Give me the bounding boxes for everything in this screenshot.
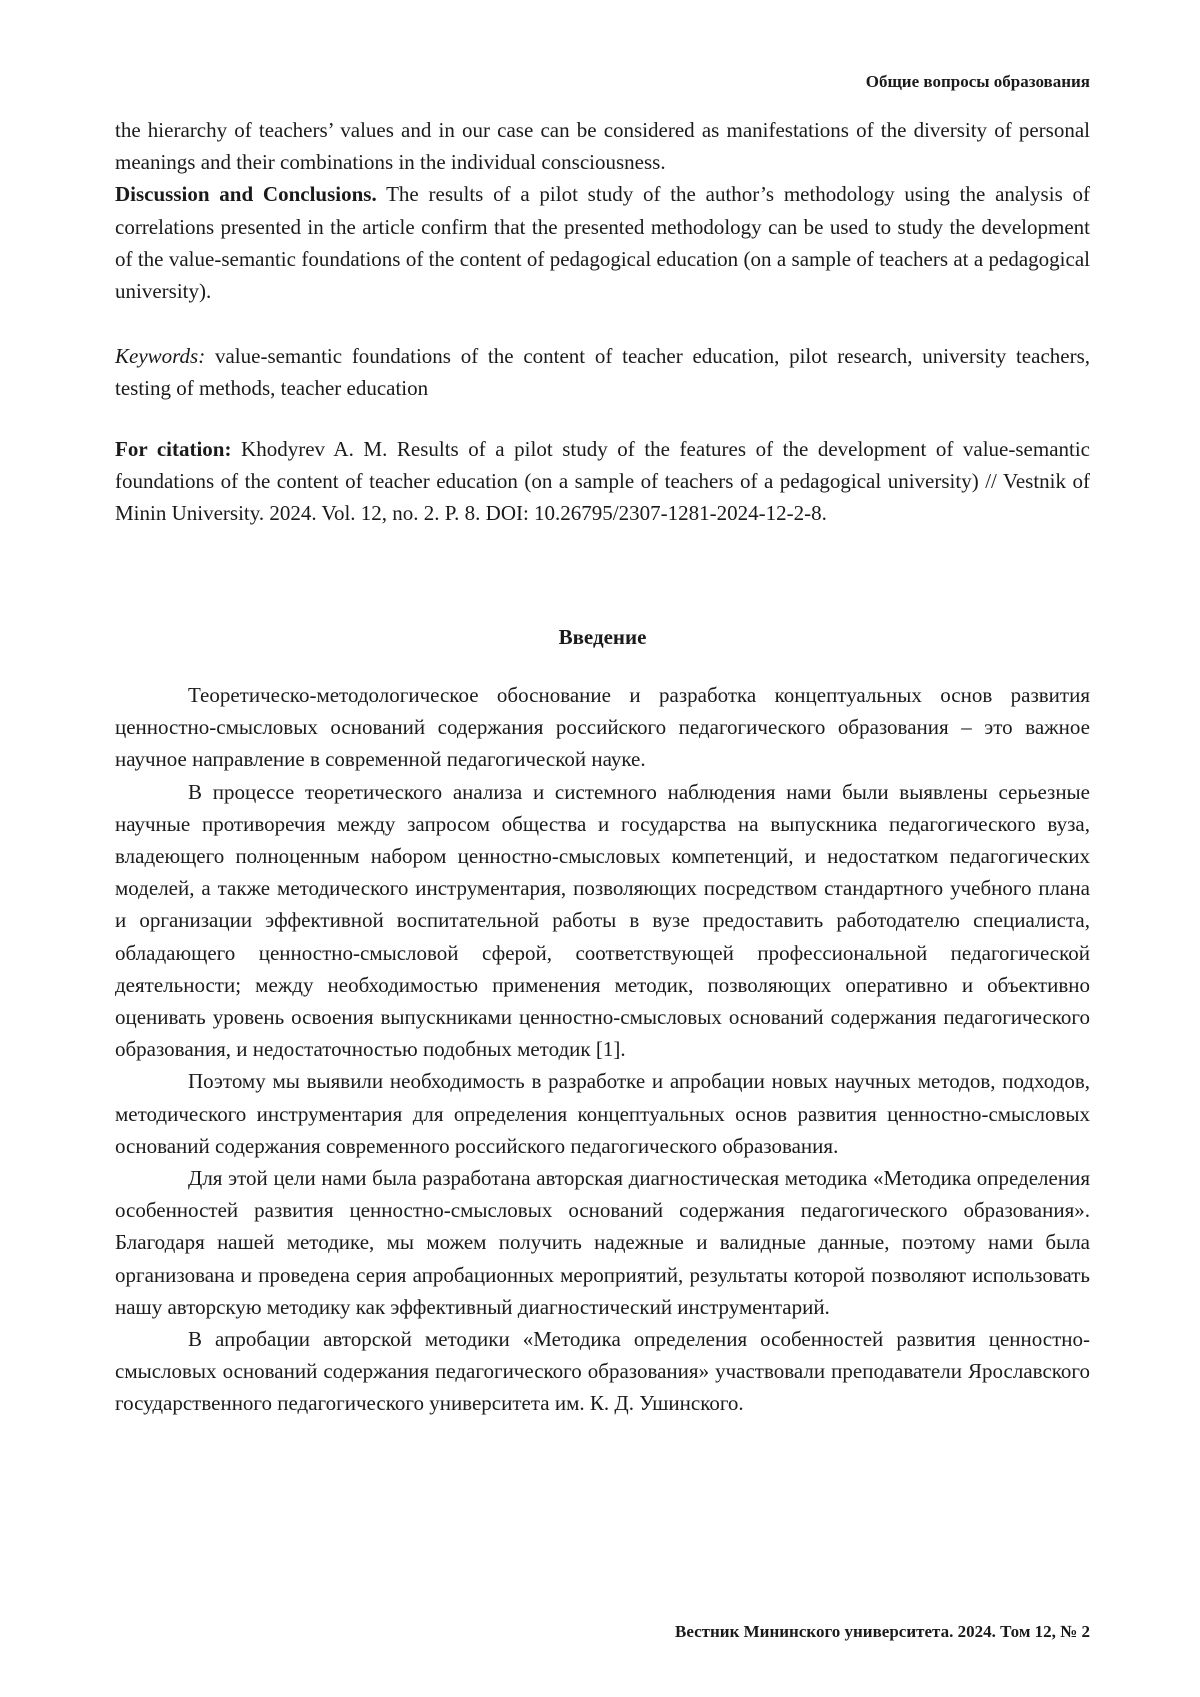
abstract-results-tail: the hierarchy of teachers’ values and in our case can be considered as manifestations of the diversity of personal meanings and their combinations in the individual consciousness. bbox=[115, 118, 1090, 175]
running-header: Общие вопросы образования bbox=[865, 72, 1090, 91]
intro-paragraph: В процессе теоретического анализа и системного наблюдения нами были выявлены серьезные научные противоречия между запросом общества и государства на выпускника педагогического вуза, владеющего полноценным набором ценностно-смысловых компетенций, и недостатком педагогических моделей, а также методического инструментария, позволяющих посредством стандартного учебного плана и организации эффективной воспитательной работы в вузе предоставить работодателю специалиста, обладающего ценностно-смысловой сферой, соответствующей профессиональной педагогической деятельности; между необходимостью применения методик, позволяющих оперативно и объективно оценивать уровень освоения выпускниками ценностно-смысловых оснований содержания педагогического образования, и недостаточностью подобных методик [1]. bbox=[115, 779, 1090, 1062]
discussion-paragraph bbox=[115, 178, 1090, 307]
intro-paragraph: В апробации авторской методики «Методика определения особенностей развития ценностно-смысловых оснований содержания педагогического образования» участвовали преподаватели Ярославского государственного педагогического университета им. К. Д. Ушинского. bbox=[115, 1327, 1090, 1416]
citation-label: For citation: bbox=[115, 437, 232, 461]
abstract-continuation bbox=[115, 114, 1090, 307]
citation-text: Khodyrev A. M. Results of a pilot study of the features of the development of value-semantic foundations of the content of teacher education (on a sample of teachers of a pedagogical university) // Vestnik of Minin University. 2024. Vol. 12, no. 2. P. 8. DOI: 10.26795/2307-1281-2024-12-2-8. bbox=[115, 437, 1091, 526]
section-heading-introduction: Введение bbox=[558, 625, 647, 649]
intro-paragraph: Для этой цели нами была разработана авторская диагностическая методика «Методика определения особенностей развития ценностно-смысловых оснований содержания педагогического образования». Благодаря нашей методике, мы можем получить надежные и валидные данные, поэтому нами была организована и проведена серия апробационных мероприятий, результаты которой позволяют использовать нашу авторскую методику как эффективный диагностический инструментарий. bbox=[115, 1166, 1090, 1319]
intro-paragraph: Теоретическо-методологическое обоснование и разработка концептуальных основ развития ценностно-смысловых оснований содержания российского педагогического образования – это важное научное направление в современной педагогической науке. bbox=[115, 683, 1090, 772]
discussion-text: The results of a pilot study of the author’s methodology using the analysis of correlations presented in the article confirm that the presented methodology can be used to study the development of the value-semantic foundations of the content of pedagogical education (on a sample of teachers at a pedagogical university). bbox=[115, 182, 1090, 304]
keywords bbox=[115, 340, 1090, 404]
discussion-label: Discussion and Conclusions. bbox=[115, 182, 377, 207]
intro-paragraph: Поэтому мы выявили необходимость в разработке и апробации новых научных методов, подходов, методического инструментария для определения концептуальных основ развития ценностно-смысловых оснований содержания современного российского педагогического образования. bbox=[115, 1069, 1090, 1158]
keywords-text: value-semantic foundations of the content of teacher education, pilot research, university teachers, testing of methods, teacher education bbox=[115, 344, 1091, 401]
introduction-body bbox=[115, 679, 1090, 1420]
running-footer: Вестник Мининского университета. 2024. Том 12, № 2 bbox=[675, 1622, 1090, 1641]
keywords-label: Keywords: bbox=[115, 344, 206, 368]
citation bbox=[115, 433, 1090, 530]
